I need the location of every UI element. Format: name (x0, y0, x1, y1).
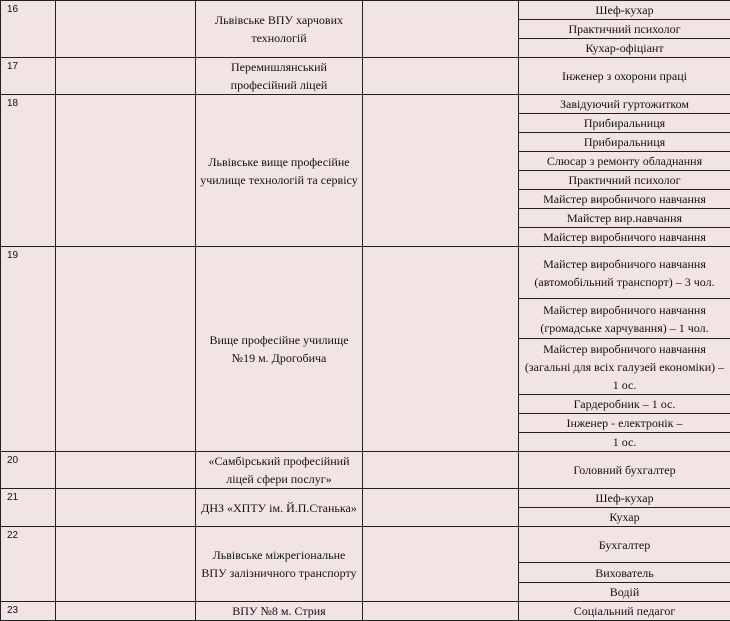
empty-cell (56, 527, 196, 602)
empty-cell (56, 58, 196, 95)
empty-cell (56, 452, 196, 489)
position-cell: Практичний психолог (519, 20, 730, 39)
position-cell: Шеф-кухар (519, 489, 730, 508)
row-number: 23 (1, 602, 56, 621)
row-number: 17 (1, 58, 56, 95)
institution-name: Перемишлянський професійний ліцей (196, 58, 363, 95)
empty-cell (56, 489, 196, 527)
empty-cell (363, 527, 519, 602)
position-cell: Майстер виробничого навчання (загальні для всіх галузей економіки) – 1 ос. (519, 339, 730, 395)
position-cell: Інженер з охорони праці (519, 58, 730, 95)
empty-cell (363, 489, 519, 527)
institution-name: ДНЗ «ХПТУ ім. Й.П.Станька» (196, 489, 363, 527)
row-number: 19 (1, 247, 56, 452)
position-cell: Майстер виробничого навчання (громадське харчування) – 1 чол. (519, 299, 730, 339)
position-cell: Головний бухгалтер (519, 452, 730, 489)
empty-cell (56, 247, 196, 452)
empty-cell (363, 1, 519, 58)
position-cell: Бухгалтер (519, 527, 730, 563)
empty-cell (363, 95, 519, 247)
position-cell: Інженер - електронік – (519, 414, 730, 433)
row-number: 18 (1, 95, 56, 247)
empty-cell (363, 602, 519, 621)
institution-name: Львівське ВПУ харчових технологій (196, 1, 363, 58)
position-cell: 1 ос. (519, 433, 730, 452)
position-cell: Гардеробник – 1 ос. (519, 395, 730, 414)
position-cell: Практичний психолог (519, 171, 730, 190)
position-cell: Соціальний педагог (519, 602, 730, 621)
institution-name: Вище професійне училище №19 м. Дрогобича (196, 247, 363, 452)
institution-name: Львівське вище професійне училище технологій та сервісу (196, 95, 363, 247)
row-number: 20 (1, 452, 56, 489)
position-cell: Вихователь (519, 563, 730, 583)
row-number: 22 (1, 527, 56, 602)
institution-name: ВПУ №8 м. Стрия (196, 602, 363, 621)
empty-cell (363, 247, 519, 452)
position-cell: Майстер вир.навчання (519, 209, 730, 228)
position-cell: Майстер виробничого навчання (автомобільний транспорт) – 3 чол. (519, 247, 730, 299)
empty-cell (363, 58, 519, 95)
row-number: 21 (1, 489, 56, 527)
position-cell: Кухар (519, 508, 730, 527)
position-cell: Шеф-кухар (519, 1, 730, 20)
row-number: 16 (1, 1, 56, 58)
position-cell: Прибиральниця (519, 133, 730, 152)
position-cell: Майстер виробничого навчання (519, 228, 730, 247)
empty-cell (363, 452, 519, 489)
position-cell: Майстер виробничого навчання (519, 190, 730, 209)
institution-name: Львівське міжрегіональне ВПУ залізничного транспорту (196, 527, 363, 602)
position-cell: Слюсар з ремонту обладнання (519, 152, 730, 171)
position-cell: Водій (519, 583, 730, 602)
position-cell: Прибиральниця (519, 114, 730, 133)
institution-name: «Самбірський професійний ліцей сфери послуг» (196, 452, 363, 489)
position-cell: Кухар-офіціант (519, 39, 730, 58)
empty-cell (56, 1, 196, 58)
empty-cell (56, 602, 196, 621)
empty-cell (56, 95, 196, 247)
position-cell: Завідуючий гуртожитком (519, 95, 730, 114)
